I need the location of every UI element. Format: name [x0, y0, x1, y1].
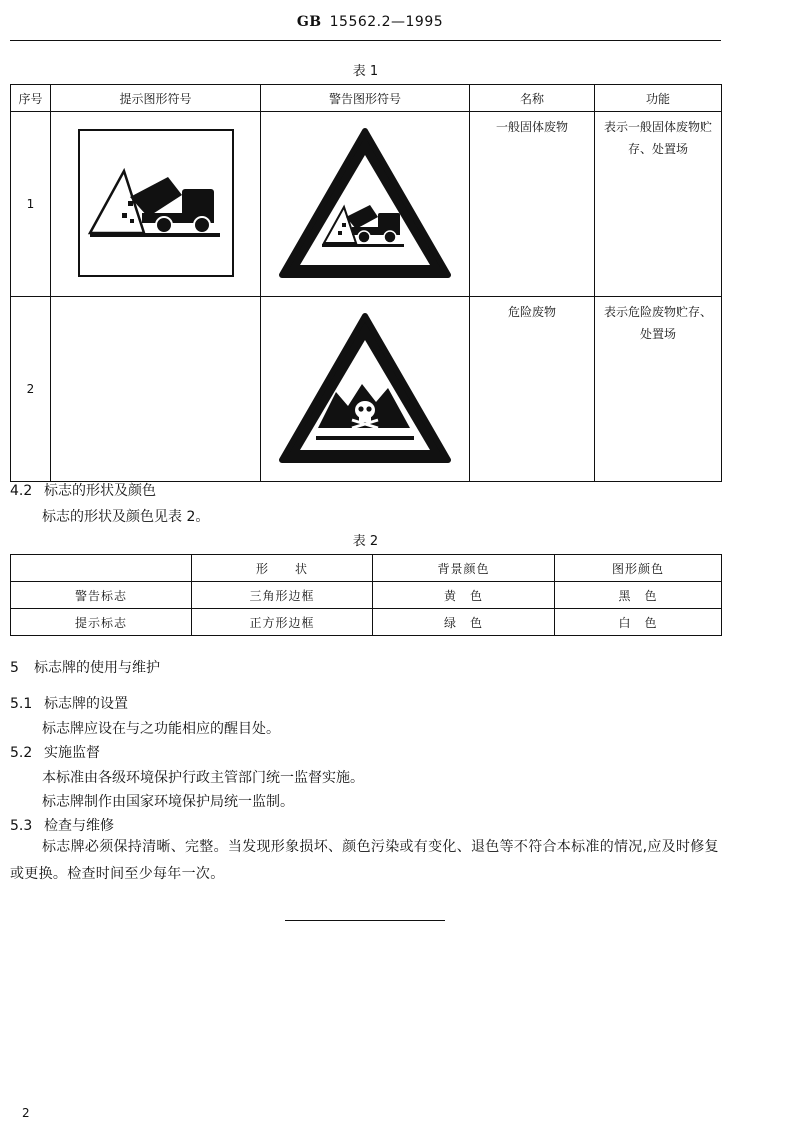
- warning-symbol-cell: [261, 297, 470, 482]
- table1-header-cell: 功能: [595, 85, 722, 112]
- hazardous-waste-warning-icon: [276, 310, 454, 466]
- section-number: 5.3: [10, 818, 33, 834]
- prompt-symbol-cell: [51, 112, 261, 297]
- table-row: [11, 297, 722, 482]
- table2-cell: 三角形边框: [192, 582, 373, 609]
- section-5-1-heading: [10, 693, 128, 713]
- section-5-2-heading: [10, 742, 100, 762]
- table1-header-row: [11, 85, 722, 112]
- standard-number: 15562.2—1995: [329, 14, 444, 30]
- section-title: 标志牌的使用与维护: [34, 660, 160, 676]
- table2-cell: 正方形边框: [192, 609, 373, 636]
- section-5-2-body-2: 标志牌制作由国家环境保护局统一监制。: [42, 794, 294, 810]
- section-title: 检查与维修: [44, 818, 114, 834]
- general-solid-waste-prompt-icon: [78, 129, 234, 277]
- table2-cell: 黑 色: [555, 582, 722, 609]
- table1-header-cell: 序号: [11, 85, 51, 112]
- table2-header-cell: 背景颜色: [373, 555, 555, 582]
- table2-header-row: [11, 555, 722, 582]
- row-name: 一般固体废物: [470, 112, 595, 297]
- page-number: 2: [22, 1106, 30, 1120]
- table2: [10, 554, 722, 636]
- standard-prefix: GB: [296, 14, 322, 30]
- table2-caption: 表 2: [352, 534, 379, 549]
- standard-code-header: [0, 14, 740, 30]
- section-4-2-heading: [10, 480, 156, 500]
- row-function: 表示危险废物贮存、处置场: [595, 297, 722, 482]
- prompt-symbol-cell-empty: [51, 297, 261, 482]
- section-number: 5: [10, 660, 19, 676]
- row-number: 1: [11, 112, 51, 297]
- table-row: [11, 582, 722, 609]
- table2-header-cell: 形 状: [192, 555, 373, 582]
- end-rule: [285, 920, 445, 921]
- section-number: 5.1: [10, 696, 33, 712]
- table2-cell: 白 色: [555, 609, 722, 636]
- table1-caption: 表 1: [352, 64, 379, 79]
- table2-cell: 警告标志: [11, 582, 192, 609]
- section-5-3-heading: [10, 815, 114, 835]
- table2-header-cell: 图形颜色: [555, 555, 722, 582]
- table1-header-cell: 提示图形符号: [51, 85, 261, 112]
- table-row: [11, 609, 722, 636]
- section-title: 标志牌的设置: [44, 696, 128, 712]
- warning-symbol-cell: [261, 112, 470, 297]
- row-number: 2: [11, 297, 51, 482]
- section-5-heading: [10, 657, 160, 677]
- section-number: 4.2: [10, 483, 33, 499]
- table2-cell: 绿 色: [373, 609, 555, 636]
- table1-header-cell: 名称: [470, 85, 595, 112]
- section-4-2-body: 标志的形状及颜色见表 2。: [42, 509, 210, 525]
- row-function: 表示一般固体废物贮存、处置场: [595, 112, 722, 297]
- table2-cell: 提示标志: [11, 609, 192, 636]
- section-title: 实施监督: [44, 745, 100, 761]
- header-rule: [10, 40, 721, 41]
- table-row: [11, 112, 722, 297]
- section-number: 5.2: [10, 745, 33, 761]
- table1: [10, 84, 722, 482]
- table1-header-cell: 警告图形符号: [261, 85, 470, 112]
- row-name: 危险废物: [470, 297, 595, 482]
- section-5-1-body: 标志牌应设在与之功能相应的醒目处。: [42, 721, 280, 737]
- section-5-3-body: 标志牌必须保持清晰、完整。当发现形象损坏、颜色污染或有变化、退色等不符合本标准的情况,应及时修复或更换。检查时间至少每年一次。: [10, 839, 719, 882]
- section-5-2-body-1: 本标准由各级环境保护行政主管部门统一监督实施。: [42, 770, 364, 786]
- general-solid-waste-warning-icon: [276, 125, 454, 281]
- table2-cell: 黄 色: [373, 582, 555, 609]
- section-title: 标志的形状及颜色: [44, 483, 156, 499]
- table2-header-cell: [11, 555, 192, 582]
